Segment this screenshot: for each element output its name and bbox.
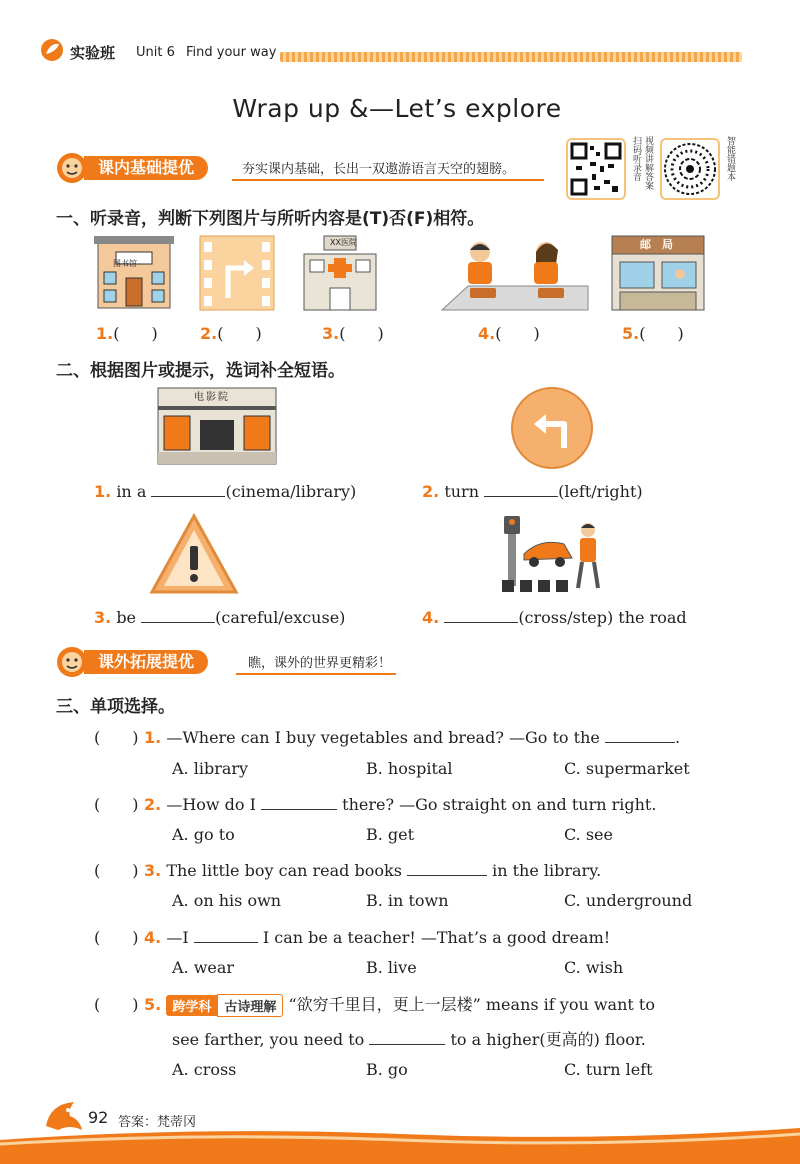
mc-4-option-c[interactable]: C. wish [564,958,624,977]
round-qr-code-icon [662,140,718,198]
q2-after-4: (cross/step) the road [518,608,687,627]
mc-stem-5c: to a higher(更高的) floor. [450,1030,646,1049]
fill-blank[interactable] [407,862,487,876]
q2-after-1: (cinema/library) [225,482,357,501]
question-1-heading: 一、听录音，判断下列图片与所听内容是(T)否(F)相符。 [56,209,485,229]
section-banner-basic [56,152,546,184]
answer-paren[interactable]: ( ) [94,728,139,747]
q1-num-3: 3. [322,324,340,343]
header-brand: 实验班 [70,44,116,62]
answer-paren[interactable]: ( ) [94,795,139,814]
poem-tag: 古诗理解 [217,994,283,1017]
mc-item-5 [94,992,655,1017]
section-banner-label: 课外拓展提优 [84,650,208,674]
mc-3-option-b[interactable]: B. in town [366,891,449,910]
q2-num-3: 3. [94,608,112,627]
fill-blank[interactable] [369,1031,445,1045]
q1-answer-3 [322,321,384,344]
mc-1-option-c[interactable]: C. supermarket [564,759,690,778]
qr-left-label-2: 视频讲解答案 [643,136,653,190]
section-banner-label: 课内基础提优 [84,156,208,180]
mc-3-option-c[interactable]: C. underground [564,891,693,910]
page-number: 92 [88,1108,109,1127]
turn-left-sign-icon [510,386,594,470]
fill-blank[interactable] [605,729,675,743]
section-banner-note: 瞧，课外的世界更精彩！ [248,656,392,671]
mc-num-5: 5. [144,995,162,1014]
children-eating-icon [440,236,590,312]
q2-num-4: 4. [422,608,440,627]
q2-item-2 [422,482,643,501]
mc-item-5-line-2 [172,1027,646,1050]
answer-note: 答案：梵蒂冈 [118,1115,197,1130]
header-unit: Unit 6 [136,45,175,60]
q1-answer-1 [96,321,158,344]
answer-paren[interactable]: ( ) [113,324,158,343]
q2-before-3: be [116,608,137,627]
qr-code-panel [566,136,740,202]
mc-stem-1b: . [674,728,681,747]
mc-stem-3b: in the library. [492,861,602,880]
q2-before-1: in a [116,482,147,501]
q2-num-1: 1. [94,482,112,501]
leaf-logo-icon [40,38,64,62]
answer-paren[interactable]: ( ) [94,928,139,947]
library-sign: 图书馆 [113,259,137,268]
q1-num-5: 5. [622,324,640,343]
fill-blank[interactable] [151,483,225,497]
cross-subject-tag: 跨学科 [166,995,217,1016]
mc-1-option-b[interactable]: B. hospital [366,759,453,778]
qr-right-label: 智能错题本 [725,136,735,181]
qr-code-icon [568,140,624,198]
mc-5-option-b[interactable]: B. go [366,1060,408,1079]
mc-stem-2a: —How do I [166,795,256,814]
mc-stem-4a: —I [166,928,189,947]
mc-num-2: 2. [144,795,162,814]
q2-item-4 [422,608,687,627]
q2-item-3 [94,608,345,627]
turn-right-sign-icon [198,234,276,312]
qr-code-wrongbook[interactable] [660,138,720,200]
mc-item-1 [94,725,680,748]
mc-stem-5a: “欲穷千里目，更上一层楼” means if you want to [288,995,655,1014]
mc-item-3 [94,858,601,881]
mc-4-option-b[interactable]: B. live [366,958,417,977]
q2-after-2: (left/right) [558,482,643,501]
header-unit-title: Find your way [186,45,277,60]
mc-num-3: 3. [144,861,162,880]
q2-before-2: turn [444,482,479,501]
banner-underline [236,673,396,675]
q1-answer-4 [478,321,540,344]
q1-num-1: 1. [96,324,114,343]
answer-paren[interactable]: ( ) [495,324,540,343]
fill-blank[interactable] [141,609,215,623]
section-banner-extended [56,646,396,678]
mc-2-option-c[interactable]: C. see [564,825,613,844]
question-2-heading: 二、根据图片或提示，选词补全短语。 [56,361,345,381]
q2-num-2: 2. [422,482,440,501]
mc-3-option-a[interactable]: A. on his own [172,891,282,910]
q1-num-2: 2. [200,324,218,343]
q1-answer-5 [622,321,684,344]
answer-paren[interactable]: ( ) [217,324,262,343]
section-banner-note: 夯实课内基础，长出一双遨游语言天空的翅膀。 [242,162,516,177]
question-3-heading: 三、单项选择。 [56,697,175,717]
mc-4-option-a[interactable]: A. wear [172,958,235,977]
mc-stem-2b: there? —Go straight on and turn right. [342,795,657,814]
mc-stem-1a: —Where can I buy vegetables and bread? —Go to the [166,728,600,747]
mc-item-4 [94,925,610,948]
mc-num-1: 1. [144,728,162,747]
mc-stem-3a: The little boy can read books [166,861,402,880]
q2-item-1 [94,482,356,501]
qr-code-listen[interactable] [566,138,626,200]
mc-5-option-a[interactable]: A. cross [172,1060,237,1079]
q1-num-4: 4. [478,324,496,343]
answer-paren[interactable]: ( ) [94,861,139,880]
crossing-road-icon [494,512,604,594]
page-title: Wrap up &—Let’s explore [232,94,562,123]
post-office-sign: 邮 局 [640,238,673,251]
answer-paren[interactable]: ( ) [639,324,684,343]
mc-stem-5b: see farther, you need to [172,1030,365,1049]
banner-underline [232,179,544,181]
fill-blank[interactable] [484,483,558,497]
q1-answer-2 [200,321,262,344]
cinema-sign: 电影院 [194,392,230,403]
mc-2-option-b[interactable]: B. get [366,825,415,844]
fill-blank[interactable] [261,796,337,810]
qr-left-label: 扫码听录音 [631,136,641,181]
mc-stem-4b: I can be a teacher! —That’s a good dream! [262,928,611,947]
answer-paren[interactable]: ( ) [94,995,139,1014]
fill-blank[interactable] [444,609,518,623]
top-rule [0,0,800,6]
mc-5-option-c[interactable]: C. turn left [564,1060,653,1079]
mc-item-2 [94,792,656,815]
answer-paren[interactable]: ( ) [339,324,384,343]
library-building-icon [94,234,174,312]
warning-triangle-icon [148,512,240,596]
mc-num-4: 4. [144,928,162,947]
q2-after-3: (careful/excuse) [215,608,346,627]
mc-1-option-a[interactable]: A. library [172,759,249,778]
fill-blank[interactable] [194,929,258,943]
dolphin-mascot-icon [40,1096,86,1142]
hospital-sign: XX医院 [330,238,357,247]
header-stripe [280,52,742,62]
mc-2-option-a[interactable]: A. go to [172,825,235,844]
